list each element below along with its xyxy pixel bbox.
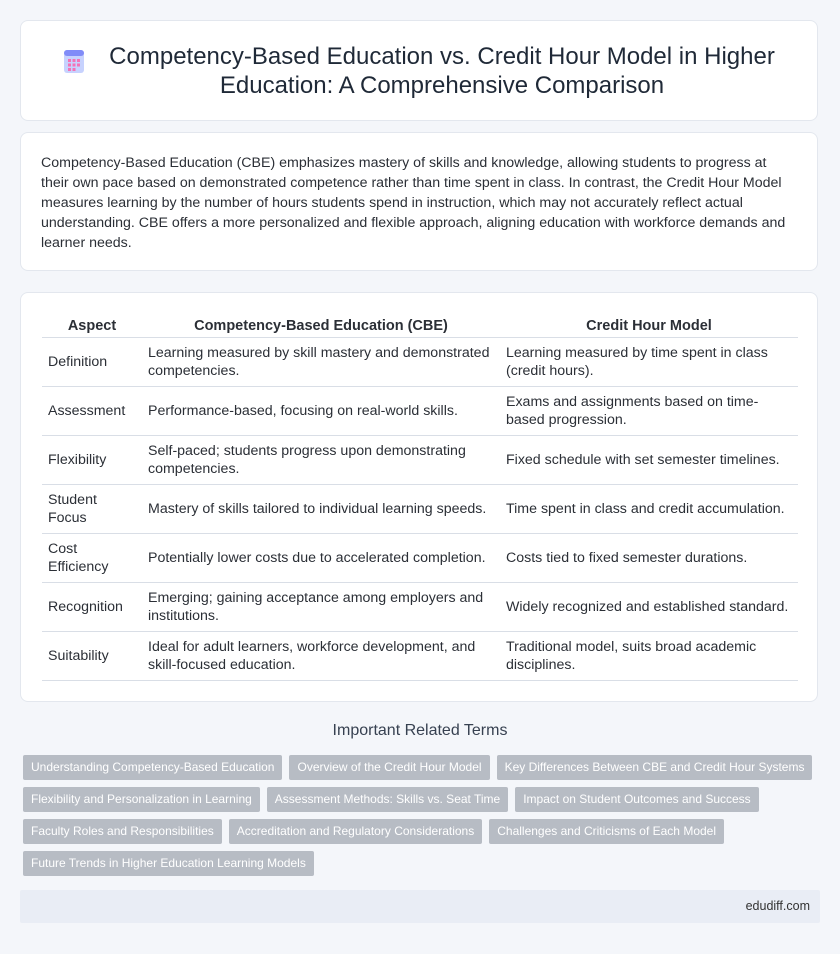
table-row <box>42 436 798 485</box>
related-term-link[interactable]: Faculty Roles and Responsibilities <box>23 819 222 844</box>
cbe-cell: Self-paced; students progress upon demonstrating competencies. <box>142 436 500 485</box>
aspect-cell: Cost Efficiency <box>42 534 142 583</box>
intro-paragraph: Competency-Based Education (CBE) emphasizes mastery of skills and knowledge, allowing students to progress at their own pace based on demonstrated competence rather than time spent in class. In contrast, the Credit Hour Model measures learning by the number of hours students spend in instruction, which may not accurately reflect actual understanding. CBE offers a more personalized and flexible approach, aligning education with workforce demands and learner needs. <box>41 155 786 251</box>
table-row <box>42 632 798 681</box>
cbe-cell: Mastery of skills tailored to individual learning speeds. <box>142 485 500 534</box>
table-header-row <box>42 315 798 338</box>
credit-hour-cell: Exams and assignments based on time-based progression. <box>500 387 798 436</box>
intro-card <box>20 132 818 271</box>
aspect-cell: Flexibility <box>42 436 142 485</box>
related-term-link[interactable]: Impact on Student Outcomes and Success <box>515 787 758 812</box>
credit-hour-cell: Time spent in class and credit accumulation. <box>500 485 798 534</box>
credit-hour-cell: Costs tied to fixed semester durations. <box>500 534 798 583</box>
credit-hour-cell: Learning measured by time spent in class (credit hours). <box>500 338 798 387</box>
related-term-link[interactable]: Accreditation and Regulatory Considerations <box>229 819 482 844</box>
footer-site-link[interactable]: edudiff.com <box>745 899 810 913</box>
table-row <box>42 485 798 534</box>
aspect-cell: Assessment <box>42 387 142 436</box>
related-term-link[interactable]: Future Trends in Higher Education Learning Models <box>23 851 314 876</box>
header-card <box>20 20 818 121</box>
credit-hour-cell: Fixed schedule with set semester timelines. <box>500 436 798 485</box>
related-term-link[interactable]: Assessment Methods: Skills vs. Seat Time <box>267 787 508 812</box>
footer <box>20 890 820 923</box>
credit-hour-cell: Widely recognized and established standard. <box>500 583 798 632</box>
table-row <box>42 387 798 436</box>
aspect-cell: Recognition <box>42 583 142 632</box>
credit-hour-cell: Traditional model, suits broad academic disciplines. <box>500 632 798 681</box>
cbe-cell: Performance-based, focusing on real-world skills. <box>142 387 500 436</box>
document-grid-icon <box>61 48 87 74</box>
column-header-credit-hour: Credit Hour Model <box>500 315 798 338</box>
aspect-cell: Definition <box>42 338 142 387</box>
related-term-link[interactable]: Key Differences Between CBE and Credit Hour Systems <box>497 755 813 780</box>
aspect-cell: Student Focus <box>42 485 142 534</box>
page-title: Competency-Based Education vs. Credit Hour Model in Higher Education: A Comprehensive Comparison <box>109 42 775 99</box>
column-header-aspect: Aspect <box>42 315 142 338</box>
table-row <box>42 583 798 632</box>
table-row <box>42 338 798 387</box>
related-term-link[interactable]: Flexibility and Personalization in Learning <box>23 787 260 812</box>
related-terms-list <box>23 755 823 883</box>
aspect-cell: Suitability <box>42 632 142 681</box>
cbe-cell: Ideal for adult learners, workforce development, and skill-focused education. <box>142 632 500 681</box>
cbe-cell: Potentially lower costs due to accelerated completion. <box>142 534 500 583</box>
related-terms-title: Important Related Terms <box>332 722 508 739</box>
related-term-link[interactable]: Challenges and Criticisms of Each Model <box>489 819 724 844</box>
column-header-cbe: Competency-Based Education (CBE) <box>142 315 500 338</box>
cbe-cell: Emerging; gaining acceptance among employers and institutions. <box>142 583 500 632</box>
comparison-card <box>20 292 818 702</box>
related-term-link[interactable]: Overview of the Credit Hour Model <box>289 755 489 780</box>
cbe-cell: Learning measured by skill mastery and demonstrated competencies. <box>142 338 500 387</box>
comparison-table <box>42 315 798 681</box>
related-term-link[interactable]: Understanding Competency-Based Education <box>23 755 282 780</box>
table-row <box>42 534 798 583</box>
